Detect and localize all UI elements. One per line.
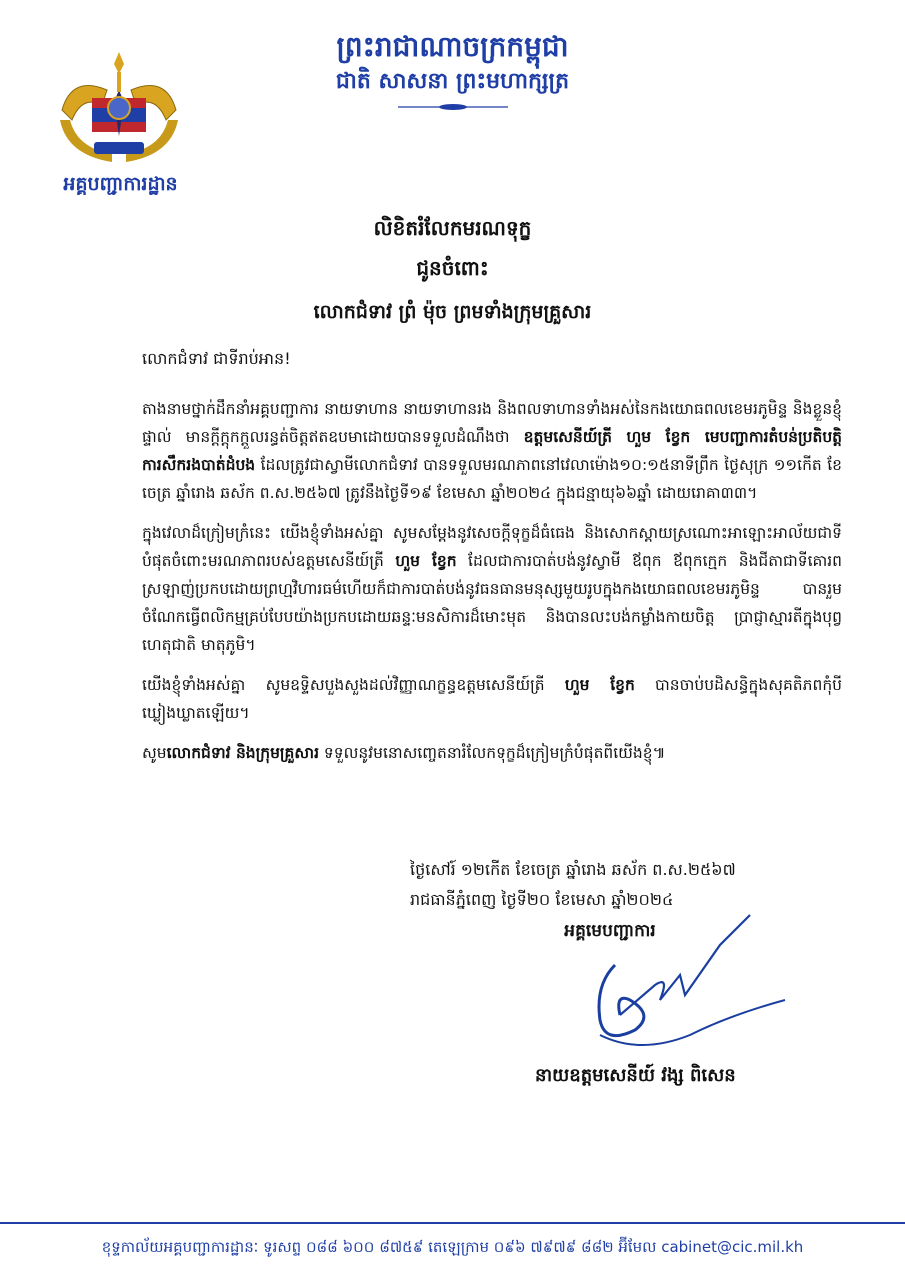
salutation: លោកជំទាវ ជាទីរាប់អាន!: [142, 349, 291, 368]
footer-divider: [0, 1222, 905, 1224]
p3-text-b: បានចាប់បដិសន្ធិក្នុងសុគតិភពកុំបីឃ្លៀងឃ្លាតឡើយ។: [142, 676, 842, 722]
p2-bold: ហួម ខ្វែក: [395, 552, 457, 570]
kingdom-heading: ព្រះរាជាណាចក្រកម្ពុជា: [336, 30, 569, 63]
ornament-divider-icon: [398, 102, 508, 112]
paragraph-4: [142, 739, 842, 767]
paragraph-1: [142, 395, 842, 507]
letter-recipient: លោកជំទាវ ព្រំ ម៉ុច ព្រមទាំងក្រុមគ្រួសារ: [313, 301, 592, 323]
footer-contact: ខុទ្ទកាល័យអគ្គបញ្ជាការដ្ឋានៈ ទូរសព្ទ ០៨៨ ៦០០ ៨៧៥៩ តេឡេក្រាម ០៩៦ ៧៩៧៩ ៨៨២ អ៊ីមែល cabinet@cic.mil.kh: [101, 1238, 804, 1256]
p2-text-a: ក្នុងវេលាដ៏ក្រៀមក្រំនេះ យើងខ្ញុំទាំងអស់គ្នា សូមសម្ដែងនូវសេចក្ដីទុក្ខដ៏ធំធេង និងសោកស្ដាយស្រណោះអាឡោះអាល័យជាទីបំផុតចំពោះមរណភាពរបស់ឧត្ដមសេនីយ៍ត្រី: [142, 524, 842, 570]
signer-name: នាយឧត្តមសេនីយ៍ វង្ស ពិសេន: [535, 1065, 736, 1086]
p1-text-b: ដែលត្រូវជាស្វាមីលោកជំទាវ បានទទួលមរណភាពនៅវេលាម៉ោង១០:១៥នាទីព្រឹក ថ្ងៃសុក្រ ១១កើត ខែចេត្រ ឆ្នាំរោង ឆស័ក ព.ស.២៥៦៧ ត្រូវនឹងថ្ងៃទី១៩ ខែមេសា ឆ្នាំ២០២៤ ក្នុងជន្មាយុ៦៦ឆ្នាំ ដោយរោគា៣៣។: [142, 456, 842, 502]
p4-bold: លោកជំទាវ និងក្រុមគ្រួសារ: [166, 744, 319, 762]
signer-title: អគ្គមេបញ្ជាការ: [564, 921, 656, 941]
p4-text-b: ទទួលនូវមនោសញ្ចេតនារំលែកទុក្ខដ៏ក្រៀមក្រំបំផុតពីយើងខ្ញុំ៕: [318, 744, 666, 762]
national-motto: ជាតិ សាសនា ព្រះមហាក្សត្រ: [335, 69, 570, 94]
date-lunar: ថ្ងៃសៅរ៍ ១២កើត ខែចេត្រ ឆ្នាំរោង ឆស័ក ព.ស.២៥៦៧: [410, 860, 736, 879]
date-solar: រាជធានីភ្នំពេញ ថ្ងៃទី២០ ខែមេសា ឆ្នាំ២០២៤: [410, 890, 674, 909]
p4-text-a: សូម: [142, 744, 167, 762]
letter-title: លិខិតរំលែកមរណទុក្ខ: [373, 216, 532, 240]
letter-to: ជូនចំពោះ: [416, 256, 489, 280]
p2-text-b: ដែលជាការបាត់បង់នូវស្វាមី ឪពុក ឪពុកក្មេក និងជីតាជាទីគោរពស្រឡាញ់ប្រកបដោយព្រហ្មវិហារធម៌ហើយក៏ជាការបាត់បង់នូវធនធានមនុស្សមួយរូបក្នុងកងយោធពលខេមរភូមិន្ទ បានរួមចំណែកធ្វើពលិកម្មគ្រប់បែបយ៉ាងប្រកបដោយឆន្ទៈមនសិការដ៏មោះមុត និងបានលះបង់កម្លាំងកាយចិត្ត ប្រាជ្ញាស្មារតីក្នុងបុព្វហេតុជាតិ មាតុភូមិ។: [142, 552, 843, 654]
p1-text-a: តាងនាមថ្នាក់ដឹកនាំអគ្គបញ្ជាការ នាយទាហាន នាយទាហានរង និងពលទាហានទាំងអស់នៃកងយោធពលខេមរភូមិន្ទ និងខ្លួនខ្ញុំផ្ទាល់ មានក្ដីក្ដុកក្ដួលរន្ធត់ចិត្តឥតឧបមាដោយបានទទួលដំណឹងថា: [142, 400, 842, 446]
paragraph-3: [142, 671, 842, 727]
paragraph-2: [142, 519, 842, 659]
letter-body: [142, 395, 842, 779]
p3-text-a: យើងខ្ញុំទាំងអស់គ្នា សូមឧទ្ទិសបួងសួងដល់វិញ្ញាណក្ខន្ធឧត្ដមសេនីយ៍ត្រី: [142, 676, 565, 694]
p1-bold: ឧត្ដមសេនីយ៍ត្រី ហួម ខ្វែក មេបញ្ជាការតំបន់ប្រតិបត្តិការសឹករងបាត់ដំបង: [142, 428, 842, 474]
p3-bold: ហួម ខ្វែក: [564, 676, 635, 694]
organization-name: អគ្គបញ្ជាការដ្ឋាន: [63, 173, 178, 195]
signature-icon: [560, 905, 790, 1065]
military-emblem-icon: [52, 50, 186, 170]
